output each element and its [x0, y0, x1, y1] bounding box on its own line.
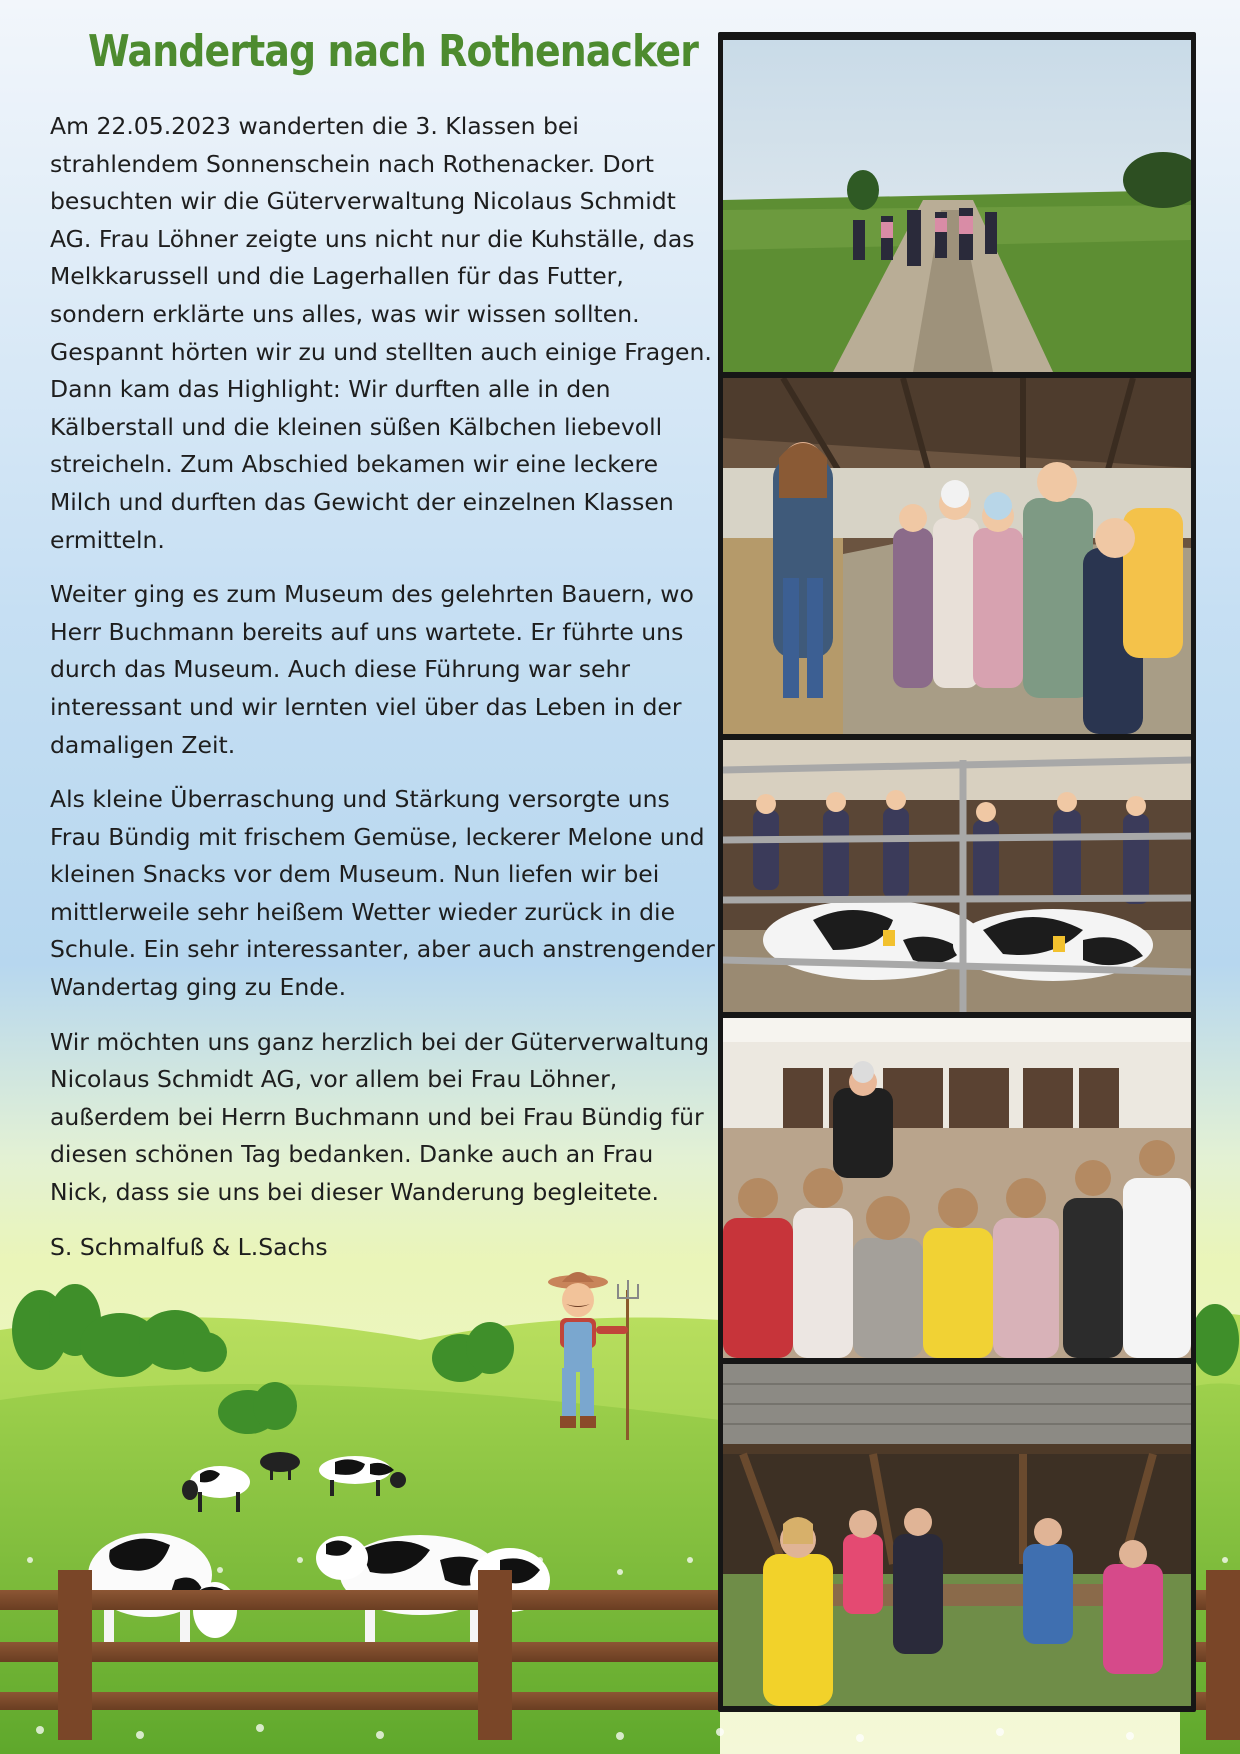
article-paragraph: Weiter ging es zum Museum des gelehrten Bauern, wo Herr Buchmann bereits auf uns wartete. Er führte uns durch das Museum. Auch diese Führung war sehr interessant und wir lernten viel über das Leben in der damaligen Zeit. — [50, 580, 694, 759]
article-paragraph: Am 22.05.2023 wanderten die 3. Klassen bei strahlendem Sonnenschein nach Rothenacker. Dort besuchten wir die Güterverwaltung Nicolaus Schmidt AG. Frau Löhner zeigte uns nicht nur die Kuhställe, das Melkkarussell und die Lagerhallen für das Futter, sondern erklärte uns alles, was wir wissen sollten. Gespannt hörten wir zu und stellten auch einige Fragen. Dann kam das Highlight: Wir durften alle in den Kälberstall und die kleinen süßen Kälbchen liebevoll streicheln. Zum Abschied bekamen wir eine leckere Milch und durften das Gewicht der einzelnen Klassen ermitteln. — [50, 112, 712, 554]
museum-guide-photo — [723, 1018, 1191, 1358]
article-body — [50, 108, 715, 1283]
farmer-illustration — [540, 1270, 650, 1445]
cow-barn-tour-photo — [723, 378, 1191, 734]
calves-in-stable-photo — [723, 740, 1191, 1012]
article-title: Wandertag nach Rothenacker — [88, 26, 699, 77]
class-walking-on-field-path-photo — [723, 40, 1191, 372]
article-paragraph: Wir möchten uns ganz herzlich bei der Güterverwaltung Nicolaus Schmidt AG, vor allem bei Frau Löhner, außerdem bei Herrn Buchmann und bei Frau Bündig für diesen schönen Tag bedanken. Danke auch an Frau Nick, dass sie uns bei dieser Wanderung begleitete. — [50, 1027, 710, 1207]
article-paragraph: Als kleine Überraschung und Stärkung versorgte uns Frau Bündig mit frischem Gemüse, leckerer Melone und kleinen Snacks vor dem Museum. Nun liefen wir bei mittlerweile sehr heißem Wetter wieder zurück in die Schule. Ein sehr interessanter, aber auch anstrengender Wandertag ging zu Ende. — [50, 785, 715, 1002]
article-signature: S. Schmalfuß & L.Sachs — [50, 1232, 328, 1261]
snack-under-shelter-photo — [723, 1364, 1191, 1706]
photo-gallery — [718, 32, 1196, 1712]
